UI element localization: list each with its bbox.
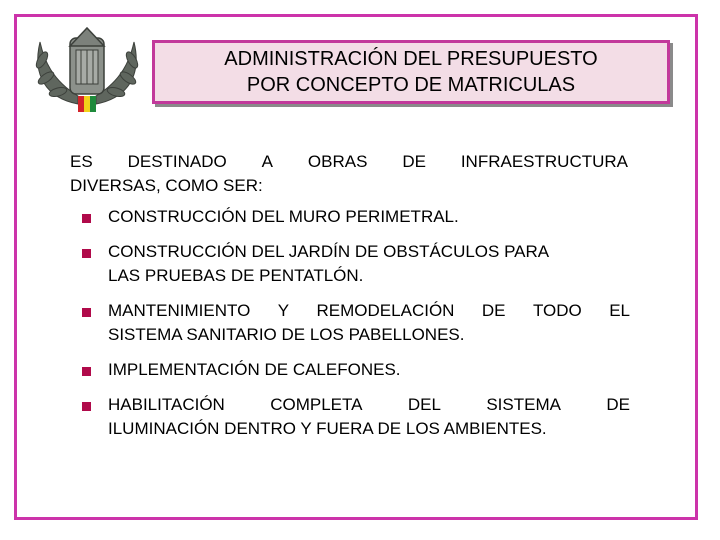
title-box [152,40,670,104]
item-word: DEL [407,395,441,414]
item-word: Y [277,301,290,320]
item-word: TODO [532,301,582,320]
works-list [82,205,630,441]
item-word: REMODELACIÓN [316,301,455,320]
item-text: CONSTRUCCIÓN DEL JARDÍN DE OBSTÁCULOS PARA [108,242,550,261]
intro-rest: , COMO SER: [155,176,263,195]
bullet-square-icon [82,367,91,376]
list-item [82,205,630,229]
bullet-square-icon [82,249,91,258]
item-text: CONSTRUCCIÓN DEL MURO PERIMETRAL. [108,207,459,226]
item-text: LAS PRUEBAS DE PENTATLÓN. [108,266,364,285]
list-item [82,393,630,441]
list-item [82,299,630,347]
item-word: DE [481,301,506,320]
title-line-2: POR CONCEPTO DE MATRICULAS [246,74,576,96]
bullet-square-icon [82,214,91,223]
item-word: HABILITACIÓN [108,395,225,414]
item-word: SISTEMA [486,395,561,414]
intro-line-1 [70,150,628,174]
item-word: COMPLETA [270,395,363,414]
item-text: IMPLEMENTACIÓN DE CALEFONES. [108,360,401,379]
intro-line-2 [70,174,628,198]
intro-word: DE [402,152,426,171]
intro-word: DESTINADO [127,152,227,171]
list-item [82,358,630,382]
intro-word: OBRAS [307,152,368,171]
item-text-justified [108,393,630,417]
item-text: SISTEMA SANITARIO DE LOS PABELLONES. [108,325,465,344]
item-word: MANTENIMIENTO [108,301,251,320]
bullet-square-icon [82,308,91,317]
item-text-justified [108,299,630,323]
list-item [82,240,630,288]
item-word: DE [606,395,630,414]
item-text: ILUMINACIÓN DENTRO Y FUERA DE LOS AMBIENTES. [108,419,547,438]
intro-word: A [261,152,273,171]
intro-word: INFRAESTRUCTURA [460,152,628,171]
item-word: EL [609,301,630,320]
bullet-square-icon [82,402,91,411]
intro-paragraph [70,150,628,198]
title-line-1: ADMINISTRACIÓN DEL PRESUPUESTO [224,48,598,70]
military-emblem-icon [26,20,148,115]
intro-bold-word: DIVERSAS [70,176,156,195]
intro-word: ES [70,152,93,171]
